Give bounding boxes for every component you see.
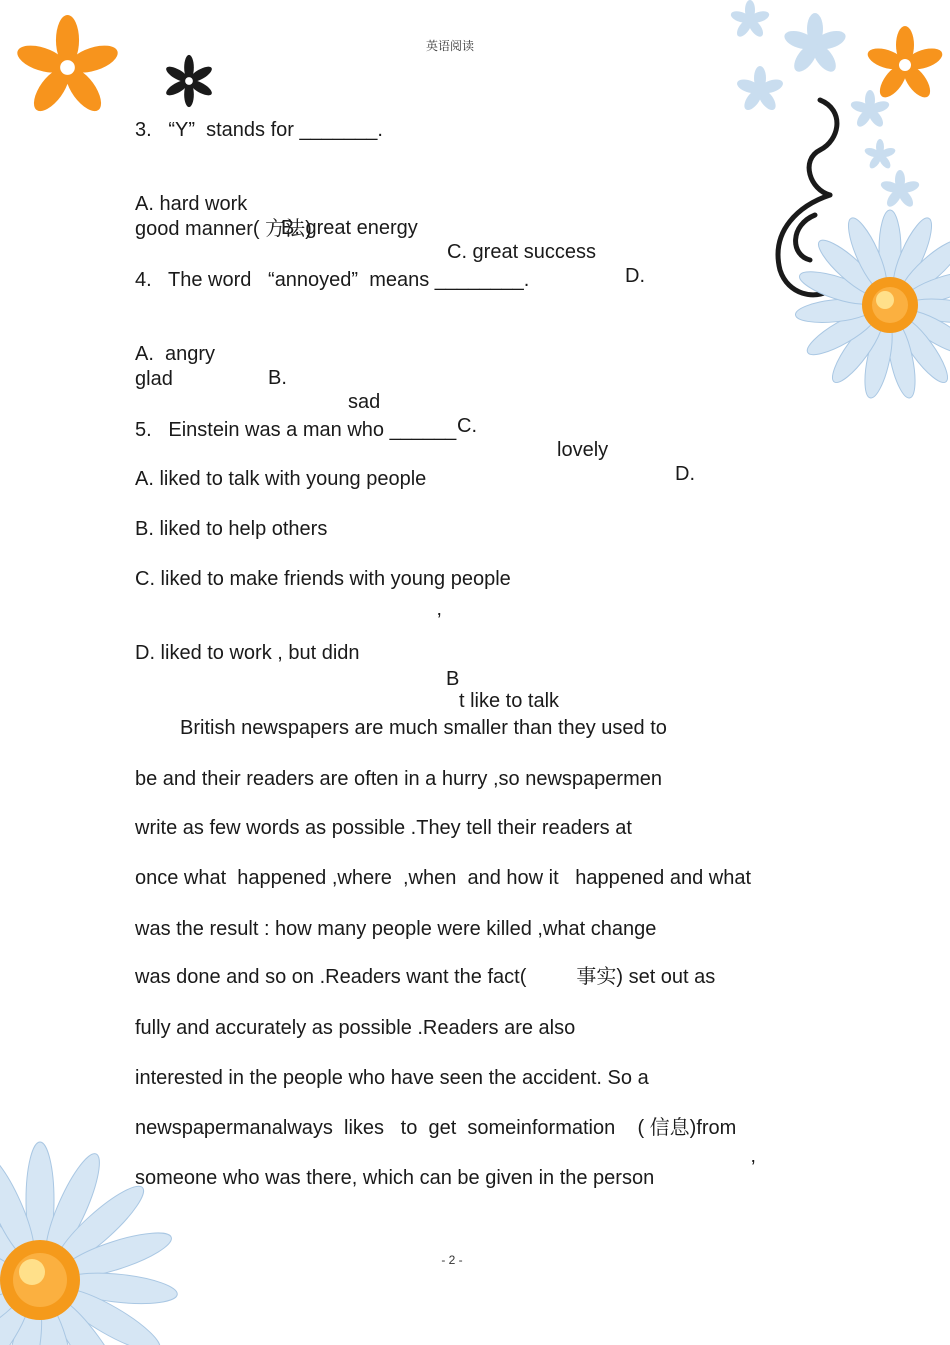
question-3-option-d-continued: good manner( 方法): [135, 218, 312, 240]
question-3-option-b: B. great energy: [281, 217, 418, 239]
passage-line: was done and so on .Readers want the fact( 事实) set out as: [135, 966, 716, 988]
question-5-option-d-part2: t like to talk: [459, 690, 560, 712]
passage-line: fully and accurately as possible .Readers are also: [135, 1017, 576, 1039]
question-4-stem: 4. The word “annoyed” means ________.: [135, 269, 530, 291]
passage-line: someone who was there, which can be given in the person: [135, 1167, 655, 1189]
question-3-option-d: D.: [625, 265, 645, 287]
question-5-option-d-apostrophe: ’: [437, 610, 442, 632]
page-number: - 2 -: [441, 1253, 463, 1267]
question-5-option-c: C. liked to make friends with young people: [135, 568, 511, 590]
question-5-option-d-part1: D. liked to work , but didn: [135, 642, 360, 664]
question-3-stem: 3. “Y” stands for _______.: [135, 119, 383, 141]
passage-line: be and their readers are often in a hurry ,so newspapermen: [135, 768, 662, 790]
question-5-option-a: A. liked to talk with young people: [135, 468, 427, 490]
orange-flower-icon: [15, 15, 120, 120]
passage-trailing-mark: ’: [751, 1157, 756, 1179]
question-4-option-d-continued: glad: [135, 368, 173, 390]
passage-line: write as few words as possible .They tell their readers at: [135, 817, 632, 839]
passage-line: British newspapers are much smaller than they used to: [180, 717, 667, 739]
page-header: 英语阅读: [425, 39, 474, 53]
question-5-option-d: [135, 610, 735, 712]
bottom-left-daisy-icon: [0, 1120, 200, 1345]
question-4-option-c-text: lovely: [557, 439, 609, 461]
question-4-option-c-letter: C.: [457, 415, 477, 437]
passage-line: interested in the people who have seen the accident. So a: [135, 1067, 649, 1089]
passage-line: newspapermanalways likes to get someinformation ( 信息)from: [135, 1117, 737, 1139]
question-4-option-b-letter: B.: [268, 367, 287, 389]
question-5-option-b: B. liked to help others: [135, 518, 328, 540]
passage-heading: B: [446, 668, 460, 690]
passage-line: was the result : how many people were killed ,what change: [135, 918, 657, 940]
question-4-option-d-letter: D.: [675, 463, 695, 485]
question-5-stem: 5. Einstein was a man who ______: [135, 419, 457, 441]
question-4-option-a: A. angry: [135, 343, 216, 365]
passage-line: once what happened ,where ,when and how it happened and what: [135, 867, 752, 889]
question-4-option-b-text: sad: [348, 391, 381, 413]
black-flower-icon: [160, 52, 218, 110]
question-3-option-a: A. hard work: [135, 193, 248, 215]
question-3-option-c: C. great success: [447, 241, 596, 263]
